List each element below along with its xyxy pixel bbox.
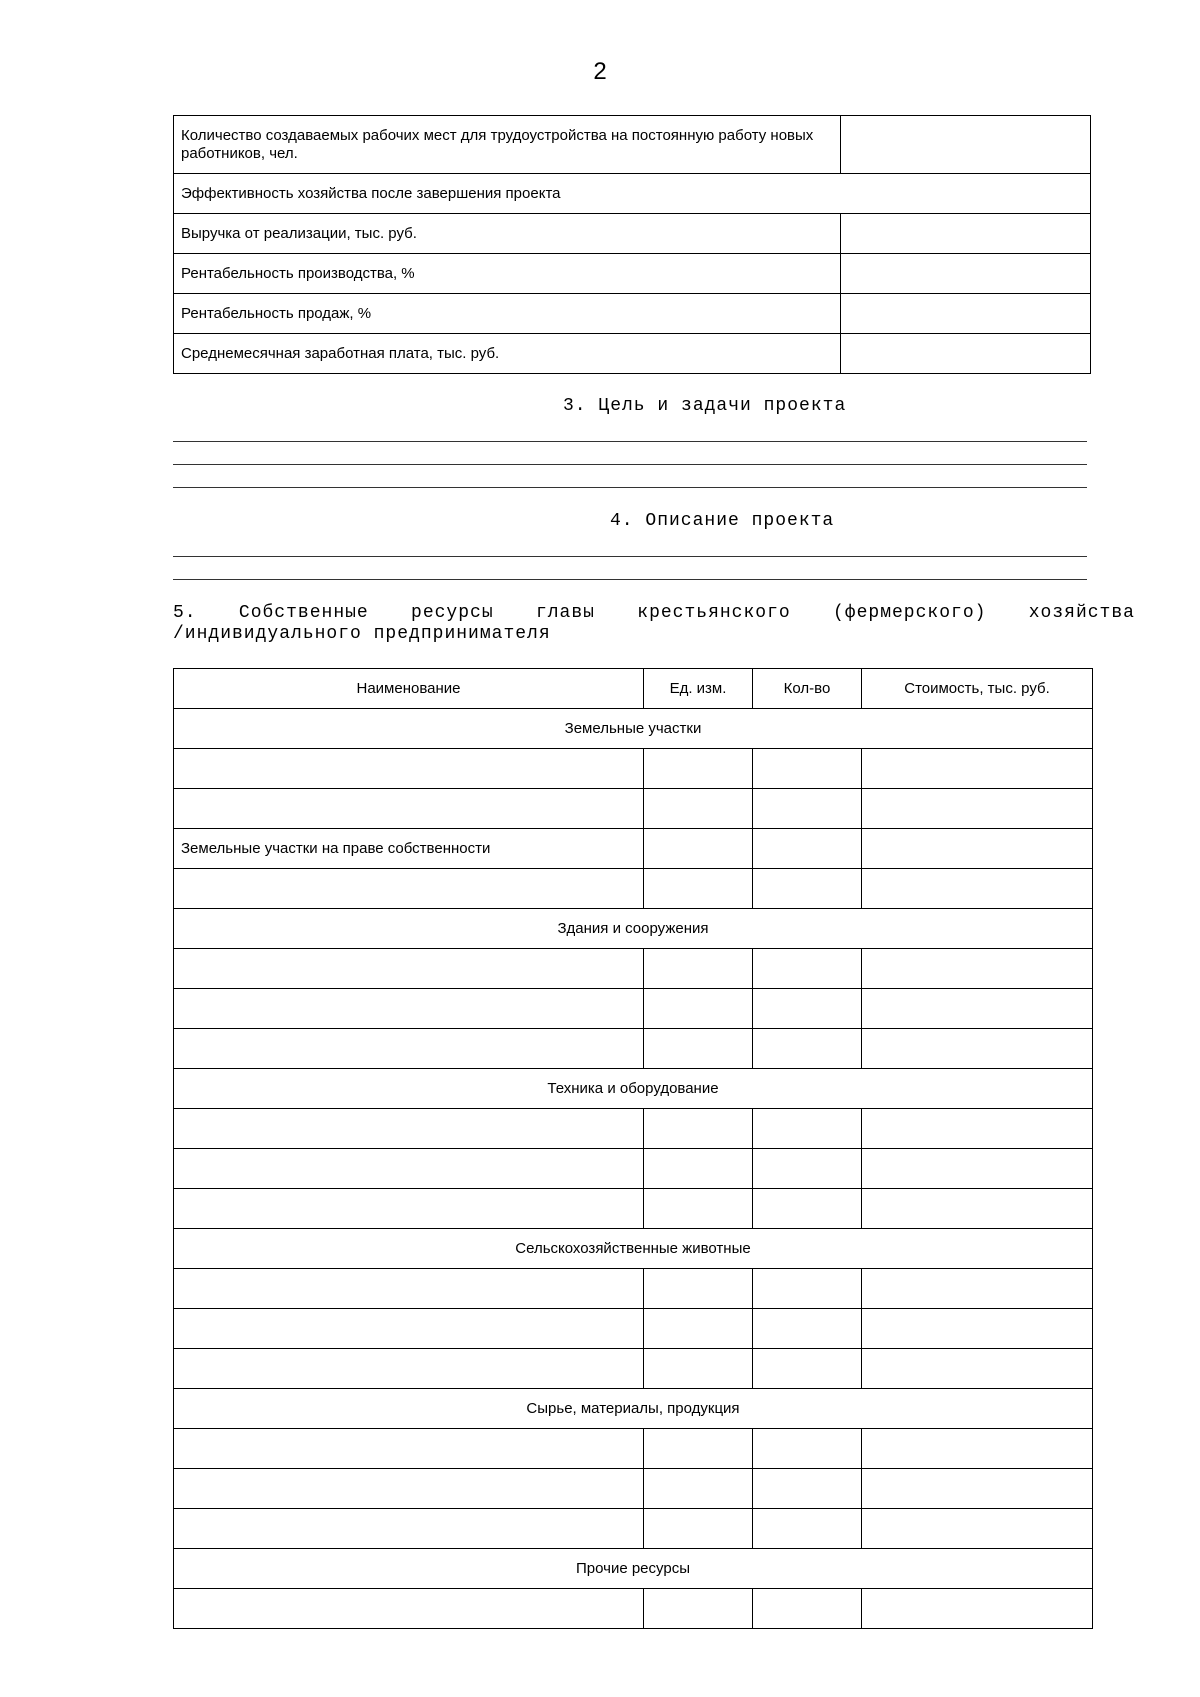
cell-cost[interactable] [862,1469,1093,1509]
summary-label-revenue: Выручка от реализации, тыс. руб. [174,214,841,254]
cell-unit[interactable] [644,869,753,909]
cell-quantity[interactable] [753,1109,862,1149]
cell-cost[interactable] [862,1109,1093,1149]
section-row [174,909,1093,949]
page-number: 2 [593,58,607,85]
table-row [174,1349,1093,1389]
cell-quantity[interactable] [753,1029,862,1069]
table-row [174,1029,1093,1069]
cell-quantity[interactable] [753,869,862,909]
table-row [174,989,1093,1029]
cell-cost[interactable] [862,1349,1093,1389]
summary-label-jobs: Количество создаваемых рабочих мест для трудоустройства на постоянную работу новых работников, чел. [174,116,841,174]
cell-quantity[interactable] [753,749,862,789]
summary-value-revenue[interactable] [841,214,1091,254]
cell-name[interactable] [174,1149,644,1189]
cell-name[interactable] [174,1509,644,1549]
cell-unit[interactable] [644,1429,753,1469]
cell-unit[interactable] [644,1309,753,1349]
table-row [174,1589,1093,1629]
summary-label-salary: Среднемесячная заработная плата, тыс. руб. [174,334,841,374]
table-row [174,949,1093,989]
cell-name[interactable] [174,1589,644,1629]
column-header-quantity: Кол-во [753,669,862,709]
cell-name[interactable] [174,1469,644,1509]
section-row [174,709,1093,749]
section-row [174,1549,1093,1589]
summary-label-production-profitability: Рентабельность производства, % [174,254,841,294]
cell-quantity[interactable] [753,1429,862,1469]
cell-quantity[interactable] [753,1589,862,1629]
table-row [174,1189,1093,1229]
cell-name[interactable] [174,1029,644,1069]
table-header-row [174,669,1093,709]
section-title: Техника и оборудование [174,1069,1093,1109]
summary-table [173,115,1091,374]
table-row [174,214,1091,254]
cell-cost[interactable] [862,1309,1093,1349]
cell-unit[interactable] [644,949,753,989]
cell-name[interactable] [174,1269,644,1309]
cell-name[interactable] [174,789,644,829]
cell-name[interactable] [174,989,644,1029]
cell-cost[interactable] [862,989,1093,1029]
table-row [174,116,1091,174]
cell-name[interactable] [174,749,644,789]
table-row [174,1109,1093,1149]
fill-line[interactable] [173,579,1087,580]
cell-unit[interactable] [644,1589,753,1629]
section-5-word: ресурсы [411,603,494,623]
fill-line[interactable] [173,464,1087,465]
fill-line[interactable] [173,441,1087,442]
cell-unit[interactable] [644,789,753,829]
resources-body [174,709,1093,1629]
cell-quantity[interactable] [753,949,862,989]
section-title: Земельные участки [174,709,1093,749]
cell-quantity[interactable] [753,1349,862,1389]
cell-cost[interactable] [862,1029,1093,1069]
cell-unit[interactable] [644,1509,753,1549]
section-title: Сырье, материалы, продукция [174,1389,1093,1429]
cell-quantity[interactable] [753,1149,862,1189]
column-header-unit: Ед. изм. [644,669,753,709]
cell-cost[interactable] [862,1429,1093,1469]
table-row [174,829,1093,869]
table-row [174,1269,1093,1309]
cell-unit[interactable] [644,989,753,1029]
table-row [174,1429,1093,1469]
section-5-word: хозяйства [1028,603,1135,623]
summary-value-jobs[interactable] [841,116,1091,174]
cell-cost[interactable] [862,1509,1093,1549]
table-row [174,254,1091,294]
table-row [174,749,1093,789]
section-title: Здания и сооружения [174,909,1093,949]
section-5-line2: /индивидуального предпринимателя [173,624,551,644]
fill-line[interactable] [173,487,1087,488]
section-5-word: Собственные [238,603,369,623]
cell-name[interactable] [174,1189,644,1229]
section-row [174,1389,1093,1429]
table-row [174,294,1091,334]
summary-label-sales-profitability: Рентабельность продаж, % [174,294,841,334]
table-row [174,789,1093,829]
summary-label-efficiency: Эффективность хозяйства после завершения проекта [174,174,1091,214]
table-row [174,1469,1093,1509]
cell-quantity[interactable] [753,1269,862,1309]
cell-name[interactable] [174,1349,644,1389]
cell-quantity[interactable] [753,1189,862,1229]
section-5-word: (фермерского) [833,603,987,623]
section-row [174,1069,1093,1109]
cell-name[interactable] [174,1109,644,1149]
section-title: Прочие ресурсы [174,1549,1093,1589]
cell-unit[interactable] [644,829,753,869]
cell-cost[interactable] [862,869,1093,909]
cell-cost[interactable] [862,749,1093,789]
table-row [174,869,1093,909]
cell-unit[interactable] [644,1349,753,1389]
cell-cost[interactable] [862,1189,1093,1229]
cell-quantity[interactable] [753,1309,862,1349]
cell-unit[interactable] [644,749,753,789]
cell-unit[interactable] [644,1029,753,1069]
table-row [174,1509,1093,1549]
cell-name[interactable] [174,869,644,909]
cell-quantity[interactable] [753,1469,862,1509]
section-4-title: 4. Описание проекта [610,511,835,531]
section-5-word: крестьянского [637,603,791,623]
cell-unit[interactable] [644,1469,753,1509]
summary-value-production-profitability[interactable] [841,254,1091,294]
cell-unit[interactable] [644,1109,753,1149]
cell-name[interactable] [174,1429,644,1469]
section-5-title [173,603,1135,644]
cell-name[interactable]: Земельные участки на праве собственности [174,829,644,869]
cell-quantity[interactable] [753,789,862,829]
fill-line[interactable] [173,556,1087,557]
cell-cost[interactable] [862,789,1093,829]
cell-name[interactable] [174,949,644,989]
resources-table [173,668,1093,1629]
cell-name[interactable] [174,1309,644,1349]
section-5-word: главы [535,603,595,623]
section-3-title: 3. Цель и задачи проекта [563,396,847,416]
table-row [174,174,1091,214]
column-header-cost: Стоимость, тыс. руб. [862,669,1093,709]
summary-value-salary[interactable] [841,334,1091,374]
cell-cost[interactable] [862,1269,1093,1309]
cell-unit[interactable] [644,1189,753,1229]
cell-cost[interactable] [862,829,1093,869]
cell-quantity[interactable] [753,989,862,1029]
section-title: Сельскохозяйственные животные [174,1229,1093,1269]
cell-quantity[interactable] [753,1509,862,1549]
table-row [174,334,1091,374]
cell-cost[interactable] [862,1589,1093,1629]
cell-quantity[interactable] [753,829,862,869]
cell-unit[interactable] [644,1149,753,1189]
cell-unit[interactable] [644,1269,753,1309]
cell-cost[interactable] [862,949,1093,989]
column-header-name: Наименование [174,669,644,709]
section-row [174,1229,1093,1269]
table-row [174,1309,1093,1349]
section-5-word: 5. [173,603,197,623]
summary-value-sales-profitability[interactable] [841,294,1091,334]
cell-cost[interactable] [862,1149,1093,1189]
table-row [174,1149,1093,1189]
